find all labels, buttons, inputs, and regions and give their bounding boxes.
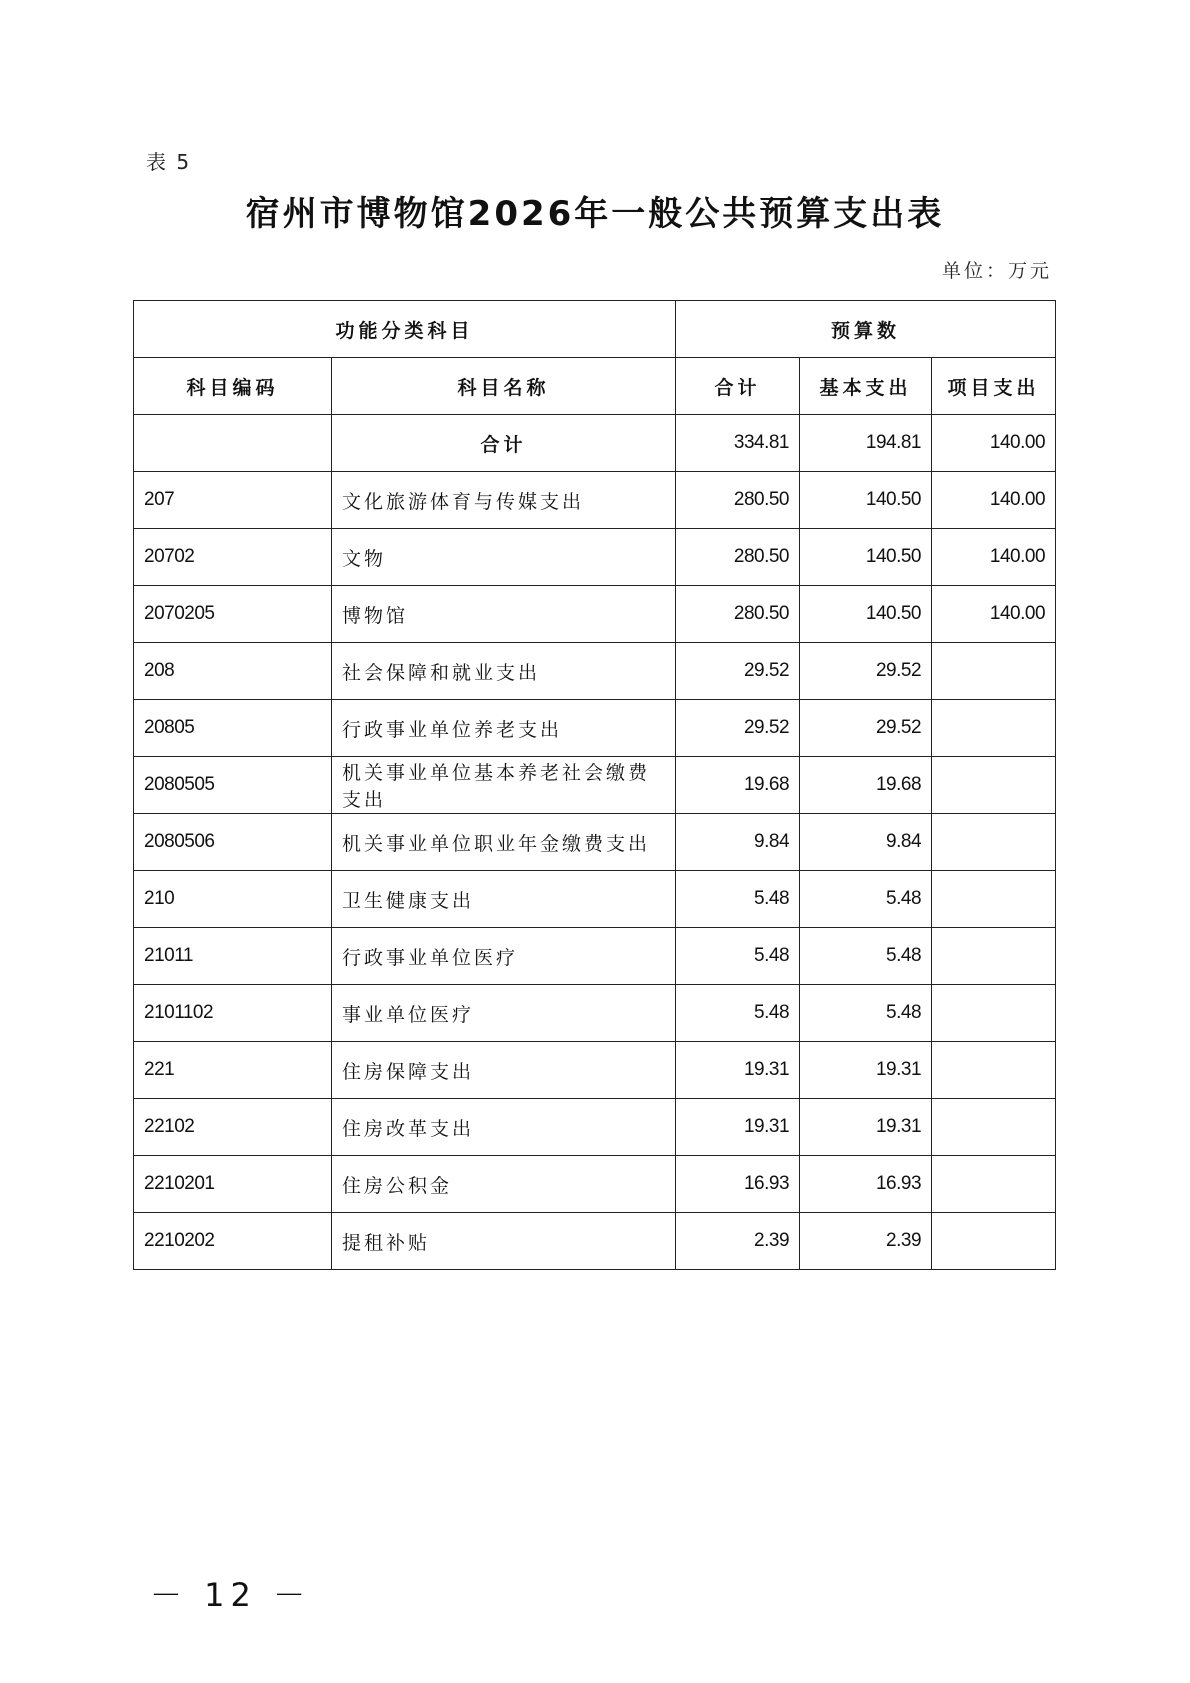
row-code: 2080506 <box>134 814 332 871</box>
table-row <box>134 586 1056 643</box>
row-project <box>932 985 1056 1042</box>
row-project <box>932 643 1056 700</box>
row-code: 2210201 <box>134 1156 332 1213</box>
row-code: 2210202 <box>134 1213 332 1270</box>
row-basic: 2.39 <box>800 1213 932 1270</box>
row-total: 280.50 <box>676 586 800 643</box>
table-row <box>134 529 1056 586</box>
row-project: 140.00 <box>932 472 1056 529</box>
row-total: 19.31 <box>676 1042 800 1099</box>
row-project <box>932 814 1056 871</box>
row-name: 机关事业单位基本养老社会缴费支出 <box>332 757 676 814</box>
header-column-row <box>134 358 1056 415</box>
table-row <box>134 1042 1056 1099</box>
row-code: 21011 <box>134 928 332 985</box>
row-total: 280.50 <box>676 472 800 529</box>
row-code: 207 <box>134 472 332 529</box>
table-row <box>134 1099 1056 1156</box>
table-row <box>134 757 1056 814</box>
row-basic: 5.48 <box>800 871 932 928</box>
row-project <box>932 1099 1056 1156</box>
row-name: 社会保障和就业支出 <box>332 643 676 700</box>
header-functional-classification: 功能分类科目 <box>134 301 676 358</box>
row-project <box>932 1156 1056 1213</box>
row-basic: 19.31 <box>800 1042 932 1099</box>
row-project <box>932 757 1056 814</box>
row-project: 140.00 <box>932 529 1056 586</box>
row-code: 2101102 <box>134 985 332 1042</box>
row-project <box>932 1213 1056 1270</box>
header-project-expenditure: 项目支出 <box>932 358 1056 415</box>
total-row <box>134 415 1056 472</box>
row-name: 住房改革支出 <box>332 1099 676 1156</box>
total-total: 334.81 <box>676 415 800 472</box>
row-total: 2.39 <box>676 1213 800 1270</box>
row-project: 140.00 <box>932 586 1056 643</box>
header-basic-expenditure: 基本支出 <box>800 358 932 415</box>
unit-label: 单位：万元 <box>941 260 1052 282</box>
row-basic: 5.48 <box>800 928 932 985</box>
row-name: 住房保障支出 <box>332 1042 676 1099</box>
header-subject-code: 科目编码 <box>134 358 332 415</box>
row-name: 机关事业单位职业年金缴费支出 <box>332 814 676 871</box>
row-total: 5.48 <box>676 928 800 985</box>
row-basic: 5.48 <box>800 985 932 1042</box>
row-basic: 19.68 <box>800 757 932 814</box>
total-project: 140.00 <box>932 415 1056 472</box>
row-name: 文物 <box>332 529 676 586</box>
table-row <box>134 643 1056 700</box>
row-code: 2070205 <box>134 586 332 643</box>
page-title: 宿州市博物馆2026年一般公共预算支出表 <box>245 194 945 234</box>
table-row <box>134 1213 1056 1270</box>
page-number: － 12 － <box>150 1576 312 1614</box>
row-total: 16.93 <box>676 1156 800 1213</box>
header-subject-name: 科目名称 <box>332 358 676 415</box>
row-project <box>932 1042 1056 1099</box>
row-total: 5.48 <box>676 871 800 928</box>
row-code: 210 <box>134 871 332 928</box>
budget-table <box>133 300 1056 1270</box>
header-budget-amount: 预算数 <box>676 301 1056 358</box>
row-name: 博物馆 <box>332 586 676 643</box>
row-code: 22102 <box>134 1099 332 1156</box>
header-group-row <box>134 301 1056 358</box>
row-code: 20702 <box>134 529 332 586</box>
row-project <box>932 871 1056 928</box>
table-row <box>134 871 1056 928</box>
table-row <box>134 985 1056 1042</box>
row-name: 行政事业单位养老支出 <box>332 700 676 757</box>
row-basic: 29.52 <box>800 643 932 700</box>
table-row <box>134 1156 1056 1213</box>
row-code: 208 <box>134 643 332 700</box>
row-name: 提租补贴 <box>332 1213 676 1270</box>
table-row <box>134 700 1056 757</box>
row-name: 卫生健康支出 <box>332 871 676 928</box>
row-basic: 140.50 <box>800 586 932 643</box>
row-basic: 19.31 <box>800 1099 932 1156</box>
row-basic: 9.84 <box>800 814 932 871</box>
total-code <box>134 415 332 472</box>
total-name: 合计 <box>332 415 676 472</box>
row-name: 住房公积金 <box>332 1156 676 1213</box>
row-code: 20805 <box>134 700 332 757</box>
row-name: 事业单位医疗 <box>332 985 676 1042</box>
table-row <box>134 814 1056 871</box>
row-project <box>932 700 1056 757</box>
row-code: 2080505 <box>134 757 332 814</box>
row-total: 19.31 <box>676 1099 800 1156</box>
table-row <box>134 928 1056 985</box>
row-code: 221 <box>134 1042 332 1099</box>
row-total: 19.68 <box>676 757 800 814</box>
row-total: 5.48 <box>676 985 800 1042</box>
row-total: 29.52 <box>676 643 800 700</box>
row-basic: 140.50 <box>800 529 932 586</box>
row-name: 行政事业单位医疗 <box>332 928 676 985</box>
row-total: 29.52 <box>676 700 800 757</box>
header-total: 合计 <box>676 358 800 415</box>
total-basic: 194.81 <box>800 415 932 472</box>
row-basic: 16.93 <box>800 1156 932 1213</box>
row-basic: 29.52 <box>800 700 932 757</box>
row-basic: 140.50 <box>800 472 932 529</box>
row-total: 280.50 <box>676 529 800 586</box>
row-name: 文化旅游体育与传媒支出 <box>332 472 676 529</box>
row-total: 9.84 <box>676 814 800 871</box>
table-label: 表 5 <box>146 150 192 174</box>
table-row <box>134 472 1056 529</box>
row-project <box>932 928 1056 985</box>
